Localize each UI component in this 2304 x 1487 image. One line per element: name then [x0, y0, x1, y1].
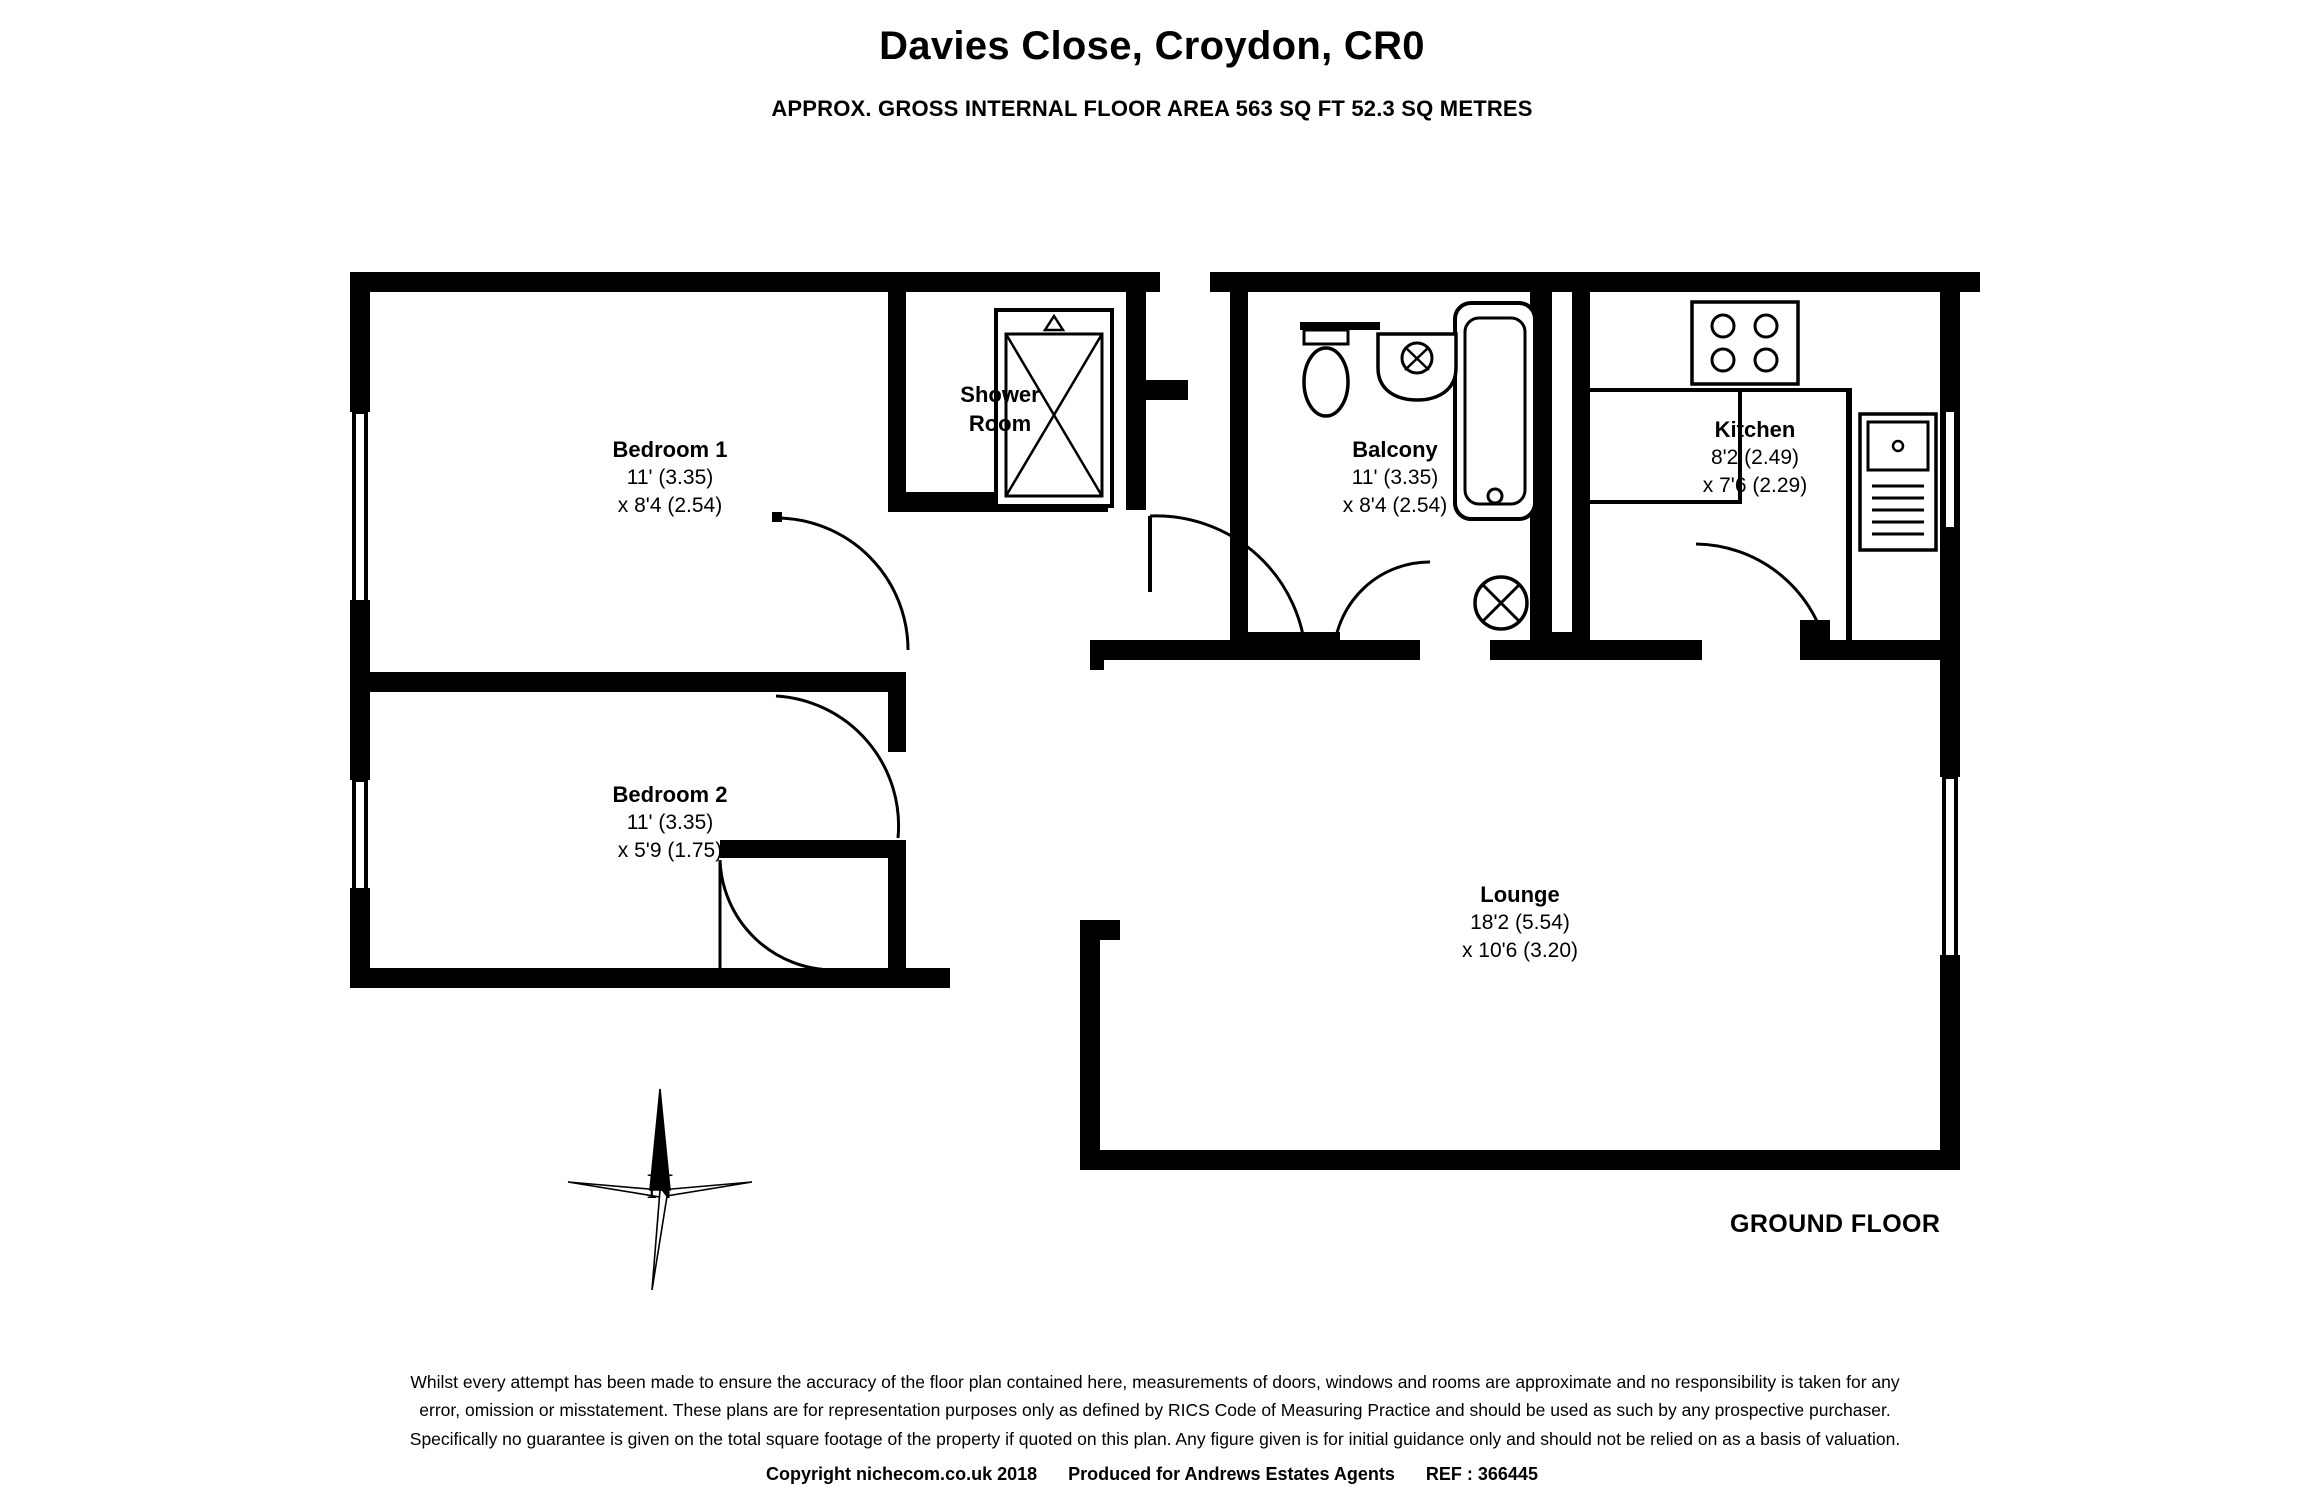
disclaimer-line-3: Specifically no guarantee is given on the total square footage of the property if quoted on this plan. Any figure given is for initial guidance only and should not be relied on as a basis of valuation. — [409, 1428, 1901, 1449]
reference-text: REF : 366445 — [1425, 1464, 1538, 1484]
room-name-shower-room-line2: Room — [968, 411, 1032, 437]
wall-hall-top-segment — [1146, 380, 1188, 400]
room-dim-balcony-metric: x 8'4 (2.54) — [1342, 493, 1448, 517]
door-bedroom2-cupboard — [718, 858, 838, 974]
room-label-shower-room — [900, 380, 1100, 438]
room-dim-bedroom1-metric: x 8'4 (2.54) — [617, 493, 723, 517]
window-gap-lounge — [1946, 779, 1954, 965]
floor-area-subtitle: APPROX. GROSS INTERNAL FLOOR AREA 563 SQ FT 52.3 SQ METRES — [771, 96, 1533, 121]
room-dim-kitchen-imperial: 8'2 (2.49) — [1710, 446, 1800, 470]
room-label-bedroom2 — [520, 780, 820, 864]
hob-fixture — [1690, 300, 1800, 386]
wall-bottom-bedroom2 — [350, 968, 950, 988]
window-gap-bedroom1 — [356, 414, 364, 600]
wall-bedroom2-right-lower — [888, 840, 906, 988]
towel-rail-fixture — [1300, 318, 1380, 336]
wall-hall-stub-b — [1530, 632, 1580, 652]
room-name-bedroom2: Bedroom 2 — [612, 782, 728, 807]
wall-shower-right-lower — [1126, 390, 1146, 510]
wall-left-mid — [350, 600, 370, 780]
room-label-lounge — [1370, 880, 1670, 964]
kitchen-counter-edge-horizontal — [1590, 388, 1852, 392]
page-title: Davies Close, Croydon, CR0 — [879, 24, 1425, 68]
window-gap-kitchen — [1946, 412, 1954, 538]
wall-top-left — [350, 272, 1160, 292]
produced-for-text: Produced for Andrews Estates Agents — [1068, 1464, 1395, 1484]
room-name-shower-room: Shower — [960, 382, 1040, 407]
wall-top-right — [1210, 272, 1980, 292]
room-name-balcony: Balcony — [1352, 437, 1438, 462]
door-balcony — [1330, 560, 1450, 656]
compass-north-label: N — [647, 1166, 673, 1206]
room-dim-balcony-imperial: 11' (3.35) — [1351, 466, 1439, 490]
toilet-fixture — [1296, 330, 1358, 424]
disclaimer-line-1: Whilst every attempt has been made to ensure the accuracy of the floor plan contained here, measurements of doors, windows and rooms are approximate and no responsibility is taken for any — [410, 1372, 1900, 1392]
compass-rose — [560, 1085, 760, 1295]
room-name-lounge: Lounge — [1480, 882, 1560, 907]
floor-caption: GROUND FLOOR — [1730, 1210, 1941, 1238]
room-name-bedroom1: Bedroom 1 — [612, 437, 728, 462]
room-dim-bedroom1-imperial: 11' (3.35) — [626, 466, 714, 490]
disclaimer-text — [250, 1368, 2060, 1453]
door-kitchen — [1690, 540, 1830, 650]
wall-hall-stub-a — [1226, 640, 1246, 660]
washbasin-fixture — [1372, 328, 1462, 406]
room-dim-kitchen-metric: x 7'6 (2.29) — [1702, 473, 1808, 497]
wall-lounge-left — [1080, 920, 1100, 1170]
wall-lounge-bottom — [1080, 1150, 1960, 1170]
room-label-balcony — [1260, 435, 1530, 519]
wall-right-lower — [1940, 955, 1960, 1170]
cylinder-fixture — [1470, 572, 1532, 634]
room-label-bedroom1 — [520, 435, 820, 519]
wall-left-upper — [350, 272, 370, 412]
room-dim-bedroom2-imperial: 11' (3.35) — [626, 811, 714, 835]
kitchen-counter-edge-lower — [1590, 500, 1740, 504]
window-gap-bedroom2 — [356, 782, 364, 888]
wall-shower-right — [1126, 272, 1146, 402]
room-dim-lounge-metric: x 10'6 (3.20) — [1461, 938, 1579, 962]
door-bedroom1 — [772, 512, 912, 652]
footer-credits — [0, 1464, 2304, 1485]
room-dim-bedroom2-metric: x 5'9 (1.75) — [617, 838, 723, 862]
wall-hall-lounge-threshold — [1090, 650, 1104, 670]
disclaimer-line-2: error, omission or misstatement. These plans are for representation purposes only as defined by RICS Code of Measuring Practice and should be used as such by any prospective purchaser. — [419, 1400, 1891, 1421]
copyright-text: Copyright nichecom.co.uk 2018 — [766, 1464, 1038, 1484]
room-name-kitchen: Kitchen — [1714, 417, 1796, 442]
room-label-kitchen — [1620, 415, 1890, 499]
wall-kitchen-left — [1572, 292, 1590, 647]
wall-lounge-top — [1080, 920, 1120, 940]
room-dim-lounge-imperial: 18'2 (5.54) — [1470, 911, 1570, 935]
wall-bedroom-divider — [370, 672, 890, 692]
